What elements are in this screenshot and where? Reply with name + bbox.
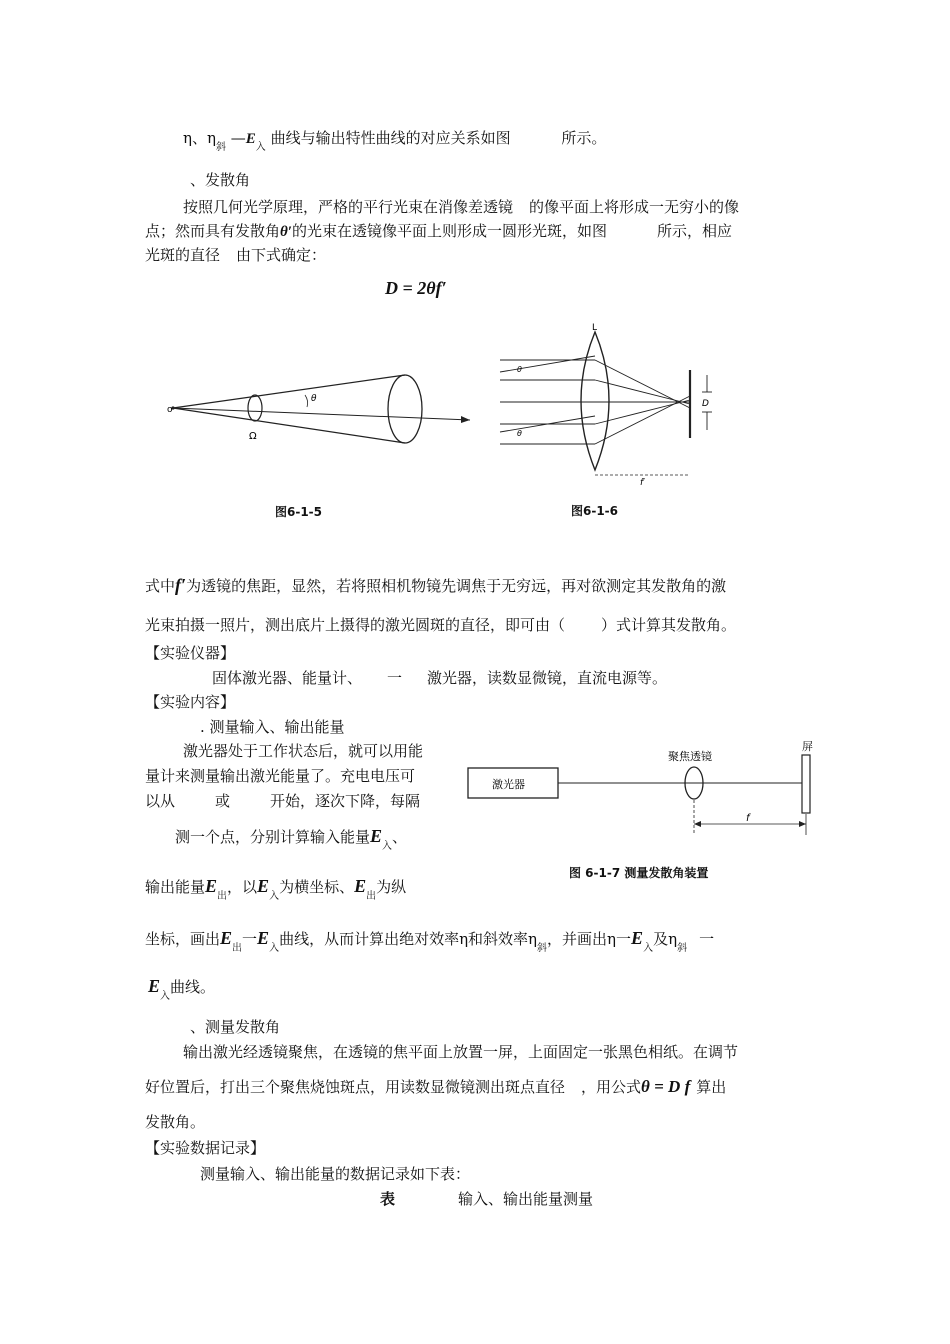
text: 一 [242,930,258,948]
text: ）式计算其发散角。 [601,616,737,634]
paragraph-line [175,826,407,850]
text: 为纵 [376,878,407,896]
var-E: E [354,876,367,896]
text: 的光束在透镜像平面上则形成一圆形光斑，如图 [292,222,608,240]
section-header: 【实验内容】 [145,693,236,711]
label-f: f [746,813,750,824]
var-E: E [631,928,644,948]
table-title: 输入、输出能量测量 [458,1190,594,1208]
section-header: 【实验数据记录】 [145,1139,266,1157]
paragraph-line [145,928,714,952]
paragraph-line [145,245,326,265]
var-E: E [205,876,218,896]
label-o: o [167,405,173,415]
text: 按照几何光学原理，严格的平行光束在消像差透镜 [183,198,514,216]
text-dash: — [230,129,246,147]
paragraph-line [145,575,726,596]
text: 由下式确定： [236,246,327,264]
var-E: E [245,131,256,147]
subscript: 出 [366,891,377,902]
figure-6-1-7 [460,740,830,840]
text: 算出 [696,1078,727,1096]
text: 曲线，从而计算出绝对效率η和斜效率η [279,930,538,948]
formula-theta: θ = D f [641,1077,691,1096]
text: ，以 [227,878,258,896]
text: 式中 [145,577,176,595]
text: 或 [215,792,231,810]
var-E: E [148,976,161,996]
text: 、 [392,828,408,846]
subscript: 入 [160,991,171,1002]
paragraph-line: 输出激光经透镜聚焦，在透镜的焦平面上放置一屏，上面固定一张黑色相纸。在调节 [183,1043,739,1061]
caption-6-1-6: 图6-1-6 [571,504,619,518]
section-heading: 、发散角 [190,171,251,189]
text: 开始，逐次下降，每隔 [270,792,421,810]
label-D: D [702,399,709,409]
text: 曲线。 [170,978,216,996]
paragraph-line: 发散角。 [145,1113,206,1131]
subscript: 斜 [215,142,226,153]
paragraph-line [145,791,420,811]
paragraph-line [145,221,732,242]
text: 光斑的直径 [145,246,221,264]
text: ，并画出η一 [547,930,632,948]
paragraph-line [145,615,736,635]
text: 输出能量 [145,878,206,896]
label-laser: 激光器 [492,778,525,791]
var-E: E [370,826,383,846]
caption-6-1-7: 图 6-1-7 测量发散角装置 [569,866,709,880]
var-E: E [220,928,233,948]
paragraph-line: 测量输入、输出能量的数据记录如下表： [200,1165,471,1183]
var-f: f′ [175,575,187,595]
subscript: 入 [382,841,393,852]
section-heading: 、测量发散角 [190,1018,281,1036]
subscript: 斜 [677,943,688,954]
text: 固体激光器、能量计、 [212,669,363,687]
figure-6-1-6 [495,320,740,490]
section-heading: . 测量输入、输出能量 [200,718,345,736]
text: 点；然而具有发散角 [145,222,281,240]
paragraph-line [145,876,406,900]
paragraph-line [148,976,215,1000]
text: 及η [653,930,678,948]
text: 的像平面上将形成一无穷小的像 [529,198,740,216]
label-theta: θ [517,365,522,374]
label-screen: 屏 [802,740,813,753]
var-theta: θ′ [280,224,293,240]
subscript: 入 [255,142,266,153]
subscript: 出 [217,891,228,902]
subscript: 入 [643,943,654,954]
text: 为横坐标、 [279,878,355,896]
paragraph-line: 量计来测量输出激光能量了。充电电压可 [145,767,416,785]
label-f: f′ [640,478,646,488]
subscript: 斜 [537,943,548,954]
text: 以从 [145,792,176,810]
text: 曲线与输出特性曲线的对应关系如图 [270,129,511,147]
paragraph-line [212,668,667,688]
figure-6-1-5 [165,365,485,465]
subscript: 入 [269,943,280,954]
paragraph-line [183,197,739,217]
caption-6-1-5: 图6-1-5 [275,505,323,519]
text: 为透镜的焦距，显然，若将照相机物镜先调焦于无穷远，再对欲测定其发散角的激 [186,577,727,595]
text: 所示，相应 [657,222,733,240]
table-label: 表 [380,1190,396,1208]
text: 一 [387,669,403,687]
formula-D: D = 2θf′ [385,278,447,298]
subscript: 入 [269,891,280,902]
var-E: E [257,876,270,896]
text-line [183,128,606,151]
paragraph-line [145,1077,726,1097]
text-eta: η、η [183,129,216,147]
text: 激光器，读数显微镜，直流电源等。 [427,669,668,687]
label-omega: Ω [249,431,257,442]
paragraph-line: 激光器处于工作状态后，就可以用能 [183,742,424,760]
label-lens: 聚焦透镜 [668,750,712,763]
subscript: 出 [232,943,243,954]
text: 坐标，画出 [145,930,221,948]
text: 测一个点，分别计算输入能量 [175,828,371,846]
text: 一 [699,930,715,948]
text: 好位置后，打出三个聚焦烧蚀斑点，用读数显微镜测出斑点直径 [145,1078,566,1096]
label-L: L [592,323,598,333]
label-theta: θ [311,394,317,404]
label-theta: θ [517,429,522,438]
text: 所示。 [561,129,607,147]
text: 光束拍摄一照片，测出底片上摄得的激光圆斑的直径，即可由（ [145,616,566,634]
var-E: E [257,928,270,948]
text: ，用公式 [581,1078,642,1096]
section-header: 【实验仪器】 [145,644,236,662]
